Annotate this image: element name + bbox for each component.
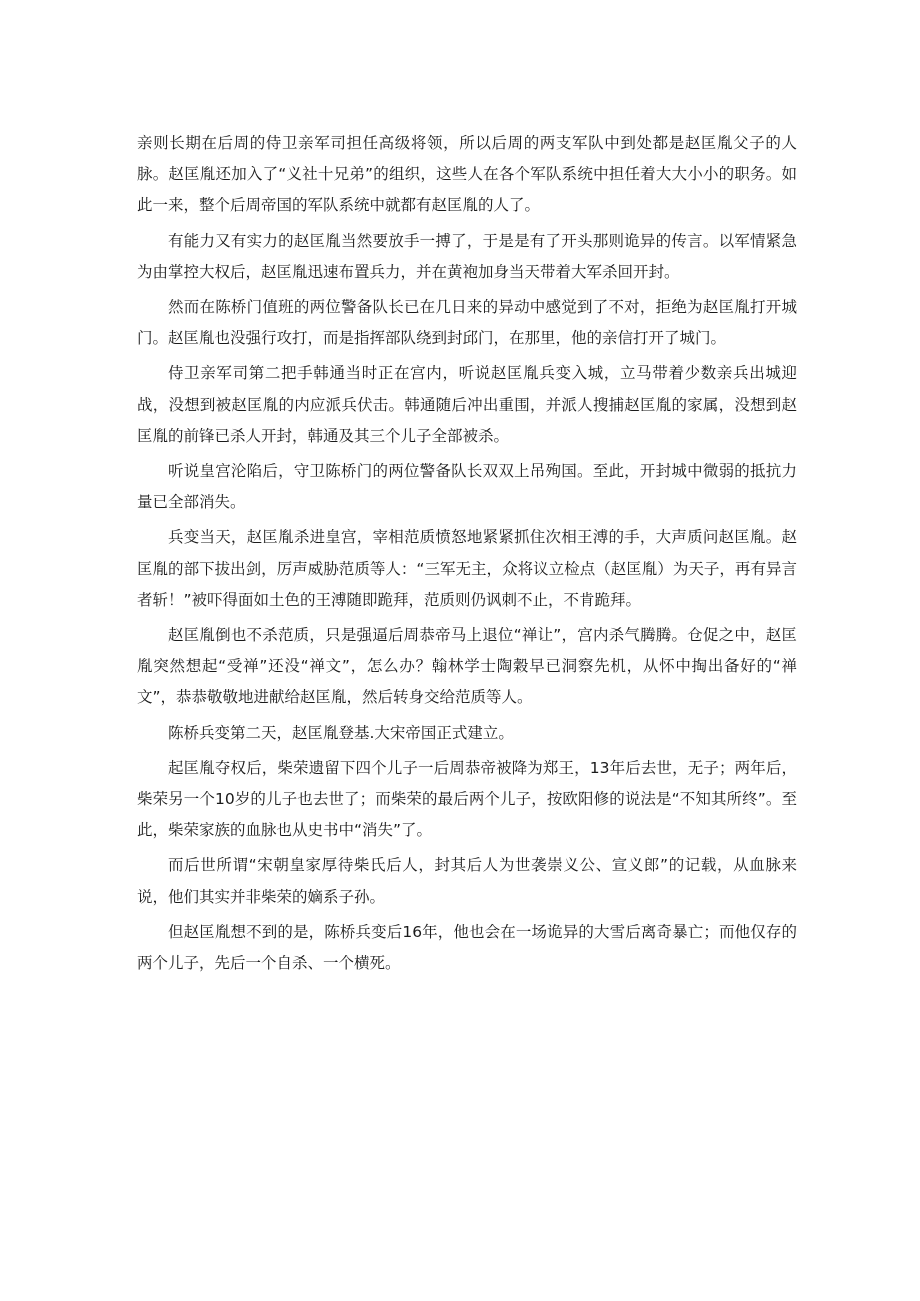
paragraph-4: 侍卫亲军司第二把手韩通当时正在宫内，听说赵匡胤兵变入城，立马带着少数亲兵出城迎战，没想到被赵匡胤的内应派兵伏击。韩通随后冲出重围，并派人搜捕赵匡胤的家属，没想到赵匡胤的前锋已杀人开封，韩通及其三个儿子全部被杀。 <box>137 364 797 445</box>
paragraph-6: 兵变当天，赵匡胤杀进皇宫，宰相范质愤怒地紧紧抓住次相王溥的手，大声质问赵匡胤。赵匡胤的部下拔出剑，厉声威胁范质等人：“三军无主，众将议立检点（赵匡胤）为天子，再有异言者斩！”被吓得面如土色的王溥随即跪拜，范质则仍讽刺不止，不肯跪拜。 <box>137 528 797 609</box>
paragraph-11: 但赵匡胤想不到的是，陈桥兵变后16年，他也会在一场诡异的大雪后离奇暴亡；而他仅存的两个儿子，先后一个自杀、一个横死。 <box>137 922 797 973</box>
paragraph-8: 陈桥兵变第二天，赵匡胤登基.大宋帝国正式建立。 <box>168 723 514 742</box>
paragraph-3: 然而在陈桥门值班的两位警备队长已在几日来的异动中感觉到了不对，拒绝为赵匡胤打开城门。赵匡胤也没强行攻打，而是指挥部队绕到封邱门，在那里，他的亲信打开了城门。 <box>137 298 797 348</box>
paragraph-1: 亲则长期在后周的侍卫亲军司担任高级将领，所以后周的两支军队中到处都是赵匡胤父子的人脉。赵匡胤还加入了“义社十兄弟”的组织，这些人在各个军队系统中担任着大大小小的职务。如此一来，整个后周帝国的军队系统中就都有赵匡胤的人了。 <box>137 134 797 215</box>
document-body <box>137 128 797 983</box>
paragraph-5: 听说皇宫沦陷后，守卫陈桥门的两位警备队长双双上吊殉国。至此，开封城中微弱的抵抗力量已全部消失。 <box>137 462 797 512</box>
paragraph-9: 起匡胤夺权后，柴荣遗留下四个儿子一后周恭帝被降为郑王，13年后去世，无子；两年后，柴荣另一个10岁的儿子也去世了；而柴荣的最后两个儿子，按欧阳修的说法是“不知其所终”。至此，柴荣家族的血脉也从史书中“消失”了。 <box>137 758 797 840</box>
paragraph-7: 赵匡胤倒也不杀范质，只是强逼后周恭帝马上退位“禅让”，宫内杀气腾腾。仓促之中，赵匡胤突然想起“受禅”还没“禅文”，怎么办？翰林学士陶穀早已洞察先机，从怀中掏出备好的“禅文”，恭恭敬敬地进献给赵匡胤，然后转身交给范质等人。 <box>137 626 797 707</box>
paragraph-2: 有能力又有实力的赵匡胤当然要放手一搏了，于是是有了开头那则诡异的传言。以军情紧急为由掌控大权后，赵匡胤迅速布置兵力，并在黄袍加身当天带着大军杀回开封。 <box>137 231 797 281</box>
paragraph-10: 而后世所谓“宋朝皇家厚待柴氏后人，封其后人为世袭崇义公、宣义郎”的记载，从血脉来说，他们其实并非柴荣的嫡系子孙。 <box>137 856 797 906</box>
